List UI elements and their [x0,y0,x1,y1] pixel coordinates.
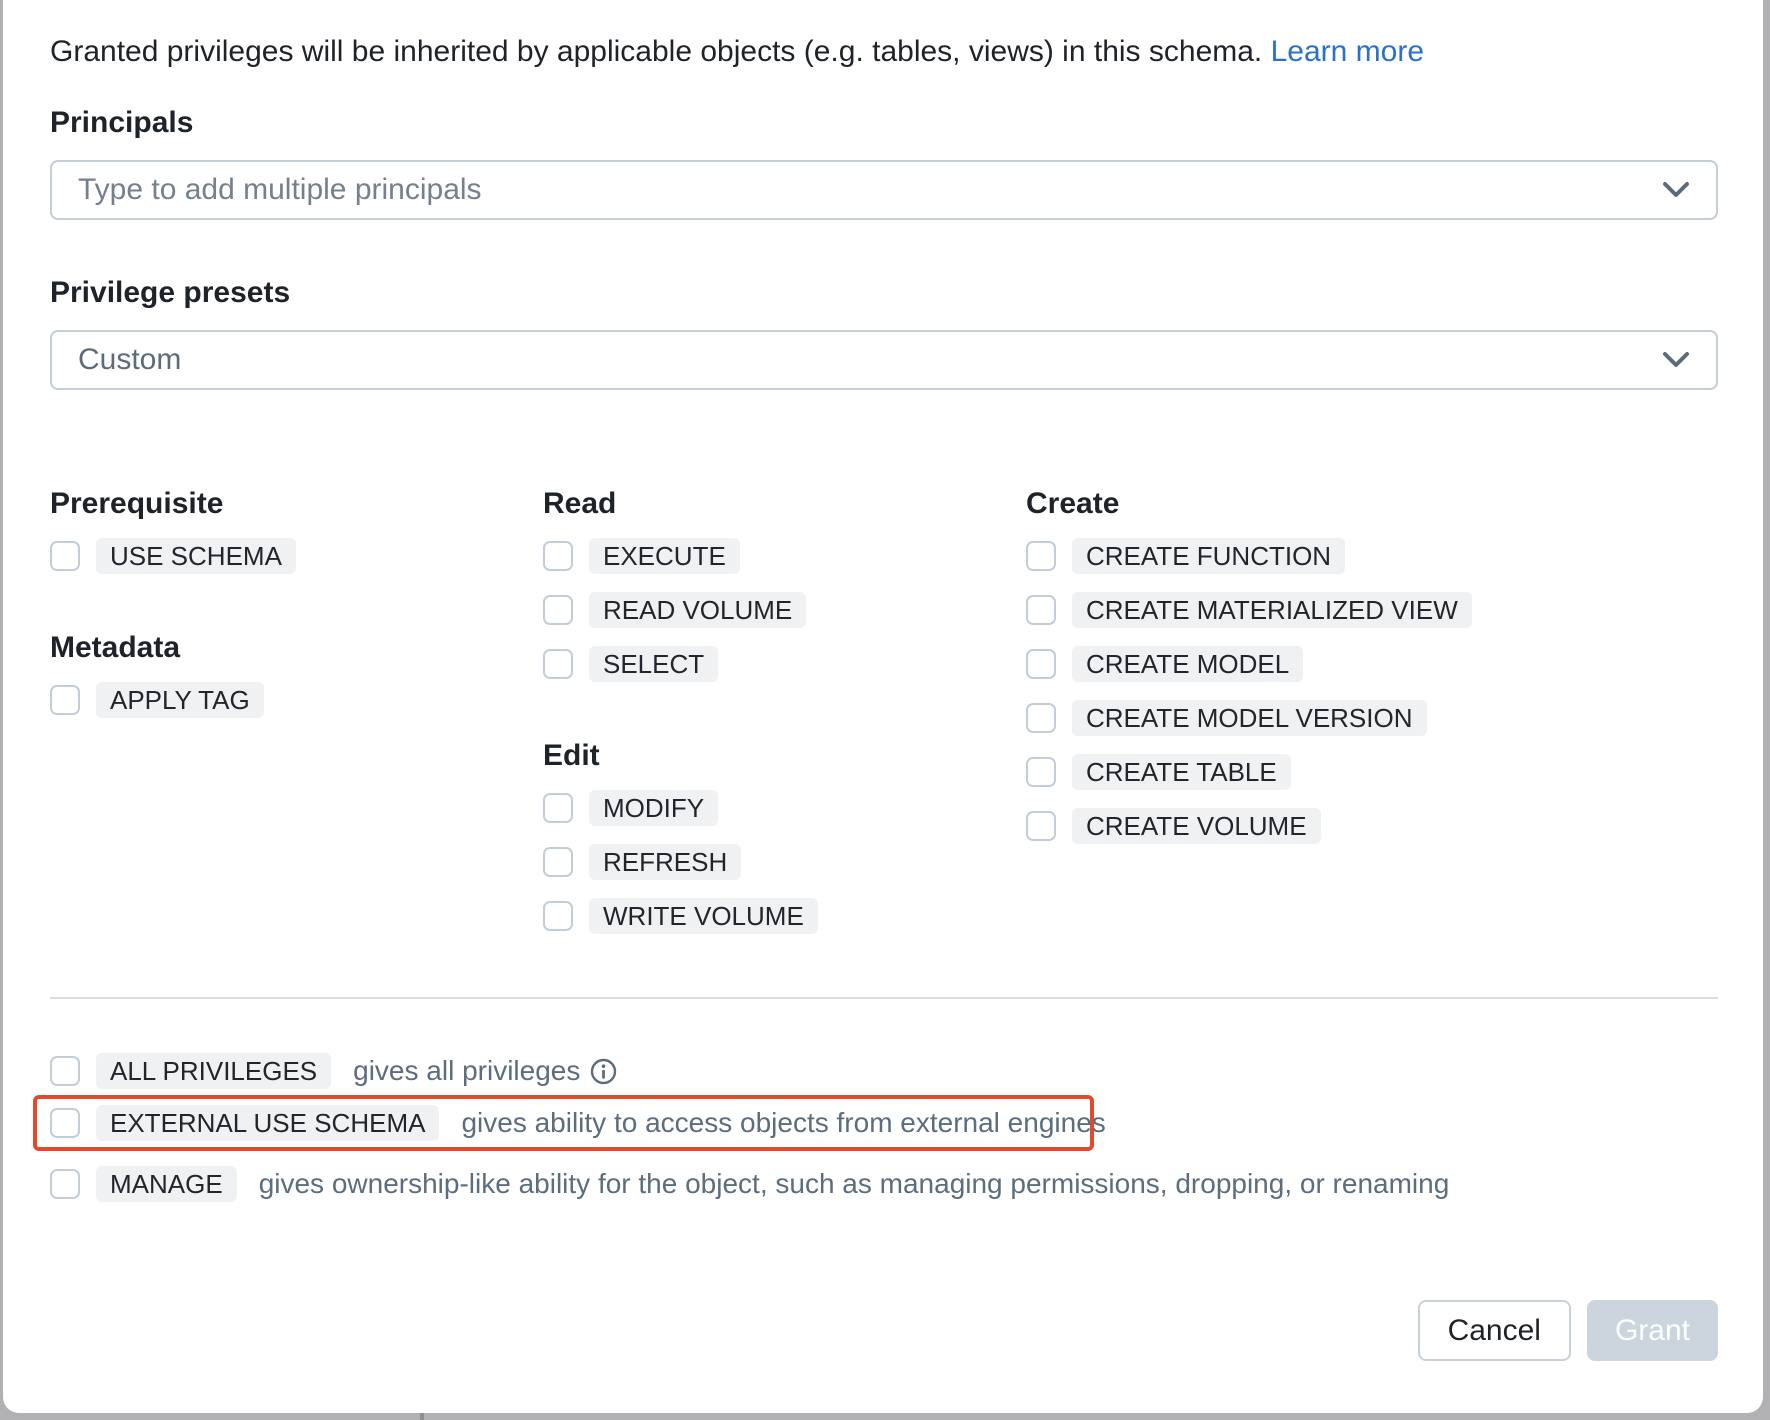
column-create [1026,486,1718,952]
privilege-row[interactable] [543,898,1026,934]
privilege-pill: WRITE VOLUME [589,898,818,934]
dialog-footer [50,1300,1718,1361]
privilege-pill: CREATE FUNCTION [1072,538,1345,574]
privilege-columns [50,486,1718,952]
privilege-pill: CREATE MODEL [1072,646,1303,682]
checkbox[interactable] [1026,811,1056,841]
checkbox[interactable] [543,595,573,625]
privilege-row[interactable] [1026,808,1718,844]
highlighted-privilege-annotation [33,1095,1106,1151]
privilege-row[interactable] [1026,700,1718,736]
checkbox[interactable] [50,1108,80,1138]
checkbox[interactable] [543,793,573,823]
checkbox[interactable] [543,901,573,931]
column-prerequisite-metadata [50,486,543,952]
privilege-presets-label: Privilege presets [50,276,291,309]
cancel-button[interactable]: Cancel [1418,1300,1571,1361]
learn-more-link[interactable]: Learn more [1270,35,1425,68]
special-privileges-section [50,1053,1718,1202]
privilege-pill: REFRESH [589,844,741,880]
checkbox[interactable] [50,685,80,715]
group-prerequisite [50,486,543,574]
grant-button[interactable]: Grant [1587,1300,1718,1361]
principals-label: Principals [50,106,194,139]
privilege-row-manage[interactable] [50,1166,1718,1202]
checkbox[interactable] [543,541,573,571]
privilege-pill: SELECT [589,646,718,682]
privilege-row[interactable] [1026,754,1718,790]
privilege-pill: READ VOLUME [589,592,806,628]
privilege-row[interactable] [543,592,1026,628]
intro-sentence: Granted privileges will be inherited by applicable objects (e.g. tables, views) in this schema. [50,35,1263,68]
privilege-description: gives all privileges [353,1055,581,1086]
privilege-row[interactable] [1026,538,1718,574]
checkbox[interactable] [1026,703,1056,733]
checkbox[interactable] [1026,649,1056,679]
checkbox[interactable] [50,1169,80,1199]
principals-input[interactable] [52,173,1716,207]
preset-selected-value: Custom [78,343,182,376]
privilege-pill: APPLY TAG [96,682,264,718]
privilege-row[interactable] [543,538,1026,574]
privilege-description: gives ownership-like ability for the object, such as managing permissions, dropping, or renaming [258,1168,1450,1199]
group-heading: Edit [543,739,600,772]
privilege-row[interactable] [543,646,1026,682]
chevron-down-icon[interactable] [1662,181,1690,199]
checkbox[interactable] [1026,595,1056,625]
group-heading: Metadata [50,631,181,664]
background-table-divider [420,1413,424,1420]
privilege-pill: USE SCHEMA [96,538,296,574]
info-icon[interactable] [590,1058,617,1085]
privilege-pill: CREATE MATERIALIZED VIEW [1072,592,1472,628]
privilege-pill: CREATE MODEL VERSION [1072,700,1427,736]
group-metadata [50,630,543,718]
group-heading: Prerequisite [50,487,224,520]
privilege-pill: EXECUTE [589,538,740,574]
checkbox[interactable] [1026,541,1056,571]
checkbox[interactable] [1026,757,1056,787]
privilege-row[interactable] [1026,646,1718,682]
checkbox[interactable] [543,847,573,877]
privilege-row[interactable] [50,538,543,574]
column-read-edit [543,486,1026,952]
intro-text [50,31,1718,73]
chevron-down-icon[interactable] [1662,351,1690,369]
privilege-pill: EXTERNAL USE SCHEMA [96,1105,439,1141]
section-divider [50,997,1718,999]
group-read [543,486,1026,682]
privilege-pill: CREATE VOLUME [1072,808,1321,844]
group-heading: Read [543,487,617,520]
privilege-pill: ALL PRIVILEGES [96,1053,331,1089]
privilege-pill: MANAGE [96,1166,237,1202]
privilege-row[interactable] [1026,592,1718,628]
privilege-row-external-use-schema[interactable] [50,1105,1106,1141]
grant-privileges-dialog [3,0,1763,1413]
privilege-row[interactable] [543,790,1026,826]
privilege-row-all-privileges[interactable] [50,1053,1718,1089]
privilege-pill: CREATE TABLE [1072,754,1291,790]
principals-combobox[interactable] [50,160,1718,220]
privilege-pill: MODIFY [589,790,718,826]
privilege-row[interactable] [50,682,543,718]
privilege-row[interactable] [543,844,1026,880]
group-edit [543,738,1026,934]
group-heading: Create [1026,487,1120,520]
group-create [1026,486,1718,844]
checkbox[interactable] [50,1056,80,1086]
privilege-description: gives ability to access objects from external engines [461,1107,1106,1138]
dialog-content [3,0,1763,1413]
privilege-presets-select[interactable] [50,330,1718,390]
checkbox[interactable] [543,649,573,679]
checkbox[interactable] [50,541,80,571]
